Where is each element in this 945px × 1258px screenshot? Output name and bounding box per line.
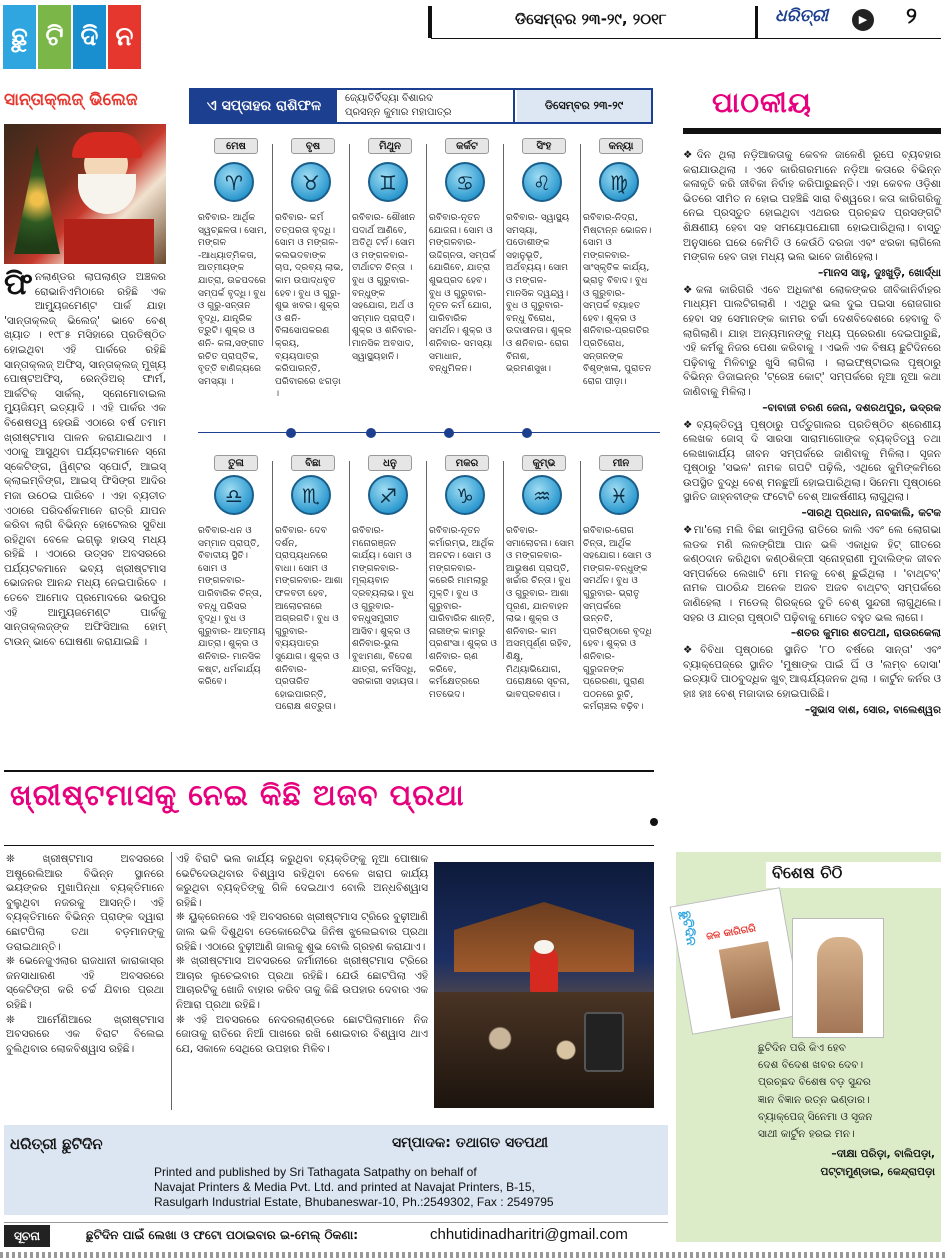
christmas-photo <box>434 862 654 1108</box>
zodiac-icon: ♐ <box>368 475 408 515</box>
custom-paragraph: ❊ ଖ୍ରୀଷ୍ଟମାସ ଅବସରରେ ଅଷ୍ଟ୍ରେଲିଆର ବିଭିନ୍ନ ସ୍ଥାନରେ ଭୟଙ୍କର ମୁଖାପିନ୍ଧା ବ୍ୟକ୍ତିମାନେ ବୁଲୁଥିବା ନଜରକୁ ଆସନ୍ତି। ଏହି ବ୍ୟକ୍ତିମାନେ ବିଭିନ୍ନ ପ୍ରାଙ୍କ ଦ୍ୱାରା ଛୋଟପିଲା ତଥା ବଡ଼ମାନଙ୍କୁ ଡରାଇଥାନ୍ତି। <box>6 853 164 953</box>
page-number: ୨ <box>906 4 917 29</box>
rashi-forecast: ରବିବାର- ଶୌଖୀନ ପଦାର୍ଥ ଆଣିବେ, ଅତିଥି ଟର୍ନ। ସୋମ ଓ ମଙ୍ଗଳବାର- ତୀର୍ଥାଟନ ଚିନ୍ତା । ବୁଧ ଓ ଗୁରୁବାର- ବନ୍ଧୁଙ୍କ ସହଯୋଗ, ଅର୍ଥ ଓ ସମ୍ମାନ ପ୍ରାପ୍ତି। ଶୁକ୍ର ଓ ଶନିବାର- ମାନସିକ ଅବସାଦ, ସ୍ୱାସ୍ଥ୍ୟହାନି। <box>352 212 417 362</box>
zodiac-icon: ♋ <box>445 162 485 202</box>
zodiac-icon: ♏ <box>291 475 331 515</box>
zodiac-icon: ♒ <box>522 475 562 515</box>
rashi-forecast: ରବିବାର- ମନୋରଞ୍ଜନ କାର୍ଯ୍ୟ। ସୋମ ଓ ମଙ୍ଗଳବାର- ମୂଲ୍ୟବାନ ଦ୍ରବ୍ୟଲାଭ। ବୁଧ ଓ ଗୁରୁବାର- ବନ୍ଧୁସମ୍ପ୍ରୀତ ଆସିବ। ଶୁକ୍ର ଓ ଶନିବାର-ଭୁଲ ବୁଝାମଣା, ବିଦେଶ ଯାତ୍ରା, କର୍ମସିଦ୍ଧି, ସରକାରୀ ସହାୟତା। <box>352 525 419 688</box>
reader-letter: ❖ବିବିଧା ପୃଷ୍ଠାରେ ସ୍ଥାନିତ '୮୦ ବର୍ଷରେ ସାନ୍ତା' ଏବଂ ବ୍ୟାକ୍‌ପେଜ୍‌ରେ ସ୍ଥାନିତ 'ମୁଷାଙ୍କ ପାଇଁ ଘିଁ ଓ 'ଲମ୍ବ ଦୋସା' ଇତ୍ୟାଦି ପାଠବୁଦ୍ଧିକ ଖୁବ୍ ଆଶ୍ଚର୍ଯ୍ୟଜନକ ଥିଲା । କାର୍ଟୁନ କର୍ନର ଓ ହାଃ ହାଃ ବେଶ୍ ମଜାଦାର ହୋଇପାରିଛି। <box>683 644 941 700</box>
notice-text: ଛୁଟିଦିନ ପାଇଁ ଲେଖା ଓ ଫଟୋ ପଠାଇବାର ଇ-ମେଲ୍ ଠିକଣା: <box>86 1228 358 1242</box>
column-divider <box>580 461 581 659</box>
custom-paragraph: ❊ ଖ୍ରୀଷ୍ଟମାସ ଅବସରରେ ଜର୍ମାନୀରେ ଖ୍ରୀଷ୍ଟମାସ ଟ୍ରିରେ ଆଚାର ଲୁଚେଇବାର ପ୍ରଥା ରହିଛି। ଯେଉଁ ଛୋଟପିଲା ଏହି ଆଚାରଟିକୁ ଖୋଜି ବାହାର କରିବ ତାକୁ କିଛି ଉପହାର ଦେବାର ଏକ ନିଆରା ପ୍ରଥା ରହିଛି। <box>176 955 428 1011</box>
christmas-col-1 <box>6 852 164 1056</box>
bottom-pattern <box>0 1252 945 1258</box>
pathakiya-heading: ପାଠକୀୟ <box>712 86 812 119</box>
issue-date: ଡିସେମ୍ବର ୨୩-୨୯, ୨୦୧୮ <box>515 10 667 28</box>
poem-line: ଛୁଟିଦିନ ପରି କିଏ ହେବ <box>758 1042 846 1054</box>
zodiac-icon: ♉ <box>291 162 331 202</box>
astrologer-label: ଜ୍ୟୋତିର୍ବିଦ୍ୟା ବିଶାରଦ <box>345 93 433 104</box>
column-divider <box>349 461 350 659</box>
notice-label: ସୂଚନା <box>4 1225 50 1247</box>
reader-letter: ❖ମା'ଲୋ ମଲି ବିଛା କାମୁଡିଲା ରାତିରେ କାଲି ଏବଂ ଲେ ଲୋଗଭା ଲଡକ ମଣି ଲଳଙ୍ଗିଆ ପାନ ଭଳି ଏକାଧିକ ହିଟ୍ ଗୀତରେ କଣ୍ଠଦାନ କରିଥିବା କଣ୍ଠଶିଳ୍ପୀ ସ୍ନୋହ୍ରାଣୀ ମୁଦାଲିଙ୍କ ଜୀବନ ସମ୍ପର୍କରେ ଲେଖାଟି ମୋ ମନକୁ ବେଶ୍ ଛୁଇଁଥିଲା । 'ବାଥ୍‌ଟବ୍' ନାମକ ପାଠରିନ୍ଦ ଅନେକ ଅଜବ ଅଜବ ବାଥ୍‌ଟବ୍ ସମ୍ପର୍କରେ ଜାଣିହେଲା । ମଡେଲ୍ ଗିରକ୍ରେ ଦୁତି ବେଶ୍ ସୁନ୍ଦରୀ ଲାଗୁଥିଲେ। ସହର ଓ ଯାତ୍ରା ପୃଷ୍ଠାଟି ପଢ଼ିବାକୁ ମୋତେ ବହୁତ ଭଲ ଲାଗେ। <box>683 524 941 624</box>
rashi-header <box>189 88 653 124</box>
christmas-heading: ଖ୍ରୀଷ୍ଟମାସକୁ ନେଇ କିଛି ଅଜବ ପ୍ରଥା <box>10 778 465 812</box>
reader-signature: –ସୁଭାସ ଦାଶ, ସୋର, ବାଲେଶ୍ୱର <box>804 703 941 716</box>
custom-paragraph: ❊ ଭେନେଜୁଏଲାର ରାଜଧାନୀ କାରାକାସ୍‌ର ଜନସାଧାରଣ ଏହି ଅବସରରେ ସ୍କେଟିଙ୍ଗ କରି ଚର୍ଚ୍ଚ ଯିବାର ପ୍ରଥା ରହିଛି। <box>6 955 164 1011</box>
footer-imprint-3: Rasulgarh Industrial Estate, Bhubaneswar-10, Ph.:2549302, Fax : 2549795 <box>154 1195 554 1209</box>
rashi-sign-label: ମିଥୁନ <box>368 138 412 154</box>
custom-paragraph: ❊ ଏହି ଅବସରରେ ନେଦରଲାଣ୍ଡରେ ଛୋଟପିଲାମାନେ ନିଜ ଜୋତାକୁ ରାତିରେ ନିଆଁ ପାଖରେ ରଖି ଶୋଇବାର ବିଶ୍ୱାସ ଥାଏ ଯେ, ସକାଳେ ସେଥିରେ ଉପହାର ମିଳିବ। <box>176 1013 428 1055</box>
divider-dot <box>522 428 532 438</box>
rashi-sign-label: ସିଂହ <box>522 138 566 154</box>
pathakiya-letters <box>683 148 941 720</box>
bishesh-heading: ବିଶେଷ ଚିଠି <box>772 863 843 882</box>
rashi-forecast: ରବିବାର- ସ୍ୱାସ୍ଥ୍ୟ ସମସ୍ୟା, ପଡୋଶୀଙ୍କ ସହାନୁଭୂତି, ଅର୍ଥବ୍ୟୟ। ସୋମ ଓ ମଙ୍ଗଳ- ମାନସିକ ଦ୍ୱନ୍ଦ୍ୱ। ବୁଧ ଓ ଗୁରୁବାର- ବନ୍ଧୁ ବିରୋଧ, ଉଦାସୀନତା। ଶୁକ୍ର ଓ ଶନିବାର- ରୋଗ ବିନାଶ, ଭ୍ରମଣସୁଖ। <box>506 212 572 375</box>
rashi-forecast: ରବିବାର- ଆର୍ଥିକ ସ୍ୱଚ୍ଛଳତା। ସୋମ, ମଙ୍ଗଳ -ଆଧ୍ୟାତ୍ମିକତା, ଆତ୍ମୀୟଙ୍କ ଯାତ୍ରା, ଉଚ୍ଚପଦରେ ସମ୍ପର୍କ ବୃଦ୍ଧି। ବୁଧ ଓ ଗୁରୁ-ସନ୍ତାନ ବୃଦ୍ଧି, ଯାନ୍ତ୍ରିକ ତ୍ରୁଟି। ଶୁକ୍ର ଓ ଶନି- କଳା,ସଙ୍ଗୀତ ରଚିତ ପ୍ରାପ୍ତିକ, ବୃତ୍ତି ବାଣିଜ୍ୟରେ ସମସ୍ୟା । <box>198 212 267 387</box>
divider-dot <box>444 428 454 438</box>
paper-logo: ଧରିତ୍ରୀ <box>775 6 829 26</box>
magazine-cover-2 <box>792 918 884 1038</box>
custom-paragraph: ଏହି ବିରାଟି ଭଲ କାର୍ଯ୍ୟ କରୁଥିବା ବ୍ୟକ୍ତିଙ୍କୁ ନୂଆ ପୋଷାକ ଭେଟିଦେଉଥିବାର ବିଶ୍ୱାସ ରହିଥିବା ବେଳେ ଖରାପ କାର୍ଯ୍ୟ କରୁଥିବା ବ୍ୟକ୍ତିଙ୍କୁ ଗିଳି ଦେଇଥାଏ ବୋଲି ଅନ୍ଧବିଶ୍ୱାସ ରହିଛି। <box>176 853 428 909</box>
footer-box <box>4 1125 668 1215</box>
column-divider <box>272 144 273 346</box>
reader-signature: –ଶତର କୁମାର ଶତପଥୀ, ରାଉରକେଲା <box>790 627 941 640</box>
rashi-sign-label: କୁମ୍ଭ <box>522 455 566 471</box>
christmas-rule <box>4 845 654 846</box>
header-rule <box>431 38 941 39</box>
magazine-title: ଛୁଟିଦିନ <box>677 909 699 948</box>
custom-paragraph: ❊ ଆର୍ମେଣିଆରେ ଖ୍ରୀଷ୍ଟମାସ ଅବସରରେ ଏକ ବିରାଟ ବିଲେଇ ବୁଲିଥିବାର ଲୋକବିଶ୍ୱାସ ରହିଛି। <box>6 1013 164 1055</box>
divider-dot <box>286 428 296 438</box>
christmas-heading-dot <box>650 818 658 826</box>
christmas-col-2 <box>176 852 428 1056</box>
reader-letter: ❖ଦିନ ଥିଲା ନଡ଼ିଆକତାକୁ କେବଳ ଜାଳେଣି ରୂପେ ବ୍ୟବହାର କରାଯାଉଥିଲା । ଏବେ କାରିଗରମାନେ ନଡ଼ିଆ କତାରେ ବିଭିନ୍ନ କଳାକୃତି କରି ଜୀବିକା ନିର୍ବାହ କରିପାରୁଛନ୍ତି। ଏହା କେବଳ ଓଡ଼ିଶା ଭିତରେ ସୀମିତ ନ ହୋଇ ପହଞ୍ଚିଛି ସାରା ବିଶ୍ୱରେ। କତା କାରିଗରିକୁ ନେଇ ପ୍ରସ୍ତୁତ ହୋଇଥିବା ଏଥରର ପ୍ରଚ୍ଛଦ ପ୍ରସଙ୍ଗଟି ଶିକ୍ଷଣୀୟ ହେବା ସହ ସମୟୋପଯୋଗୀ ହୋଇପାରିଥିଲା। ବାସ୍ତୁ ଅନୁସାରେ ଘରେ କେମିତି ଓ କେଉଁଠି ଦରଜା ଏବଂ ଝରକା ଲାଗିଲେ ମଙ୍ଗଳ ହେବ ତାହା ମଧ୍ୟ ଭଲ ଭାବେ ଜାଣିହେଲା। <box>683 149 941 264</box>
rashi-sign-label: କର୍କଟ <box>445 138 489 154</box>
column-divider <box>171 852 172 1110</box>
rashi-date: ଡିସେମ୍ବର ୨୩-୨୯ <box>517 90 651 122</box>
zodiac-icon: ♓ <box>599 475 639 515</box>
rashi-forecast: ରବିବାର-ନିଦ୍ରା, ମିଷ୍ଟାନ୍ନ ଭୋଜନ। ସୋମ ଓ ମଙ୍ଗଳବାର- ସାଂସ୍କୃତିକ କାର୍ଯ୍ୟ, ଭ୍ରାତୃ ବିବାଦ। ବୁଧ ଓ ଗୁରୁବାର- ସମ୍ପର୍କ ବ୍ୟାହତ ହେବ। ଶୁକ୍ର ଓ ଶନିବାର-ପ୍ରଗତିର ପ୍ରତିରୋଧ, ସନ୍ତାନଙ୍କ ବିଶୃଙ୍ଖଳା, ପୁରାତନ ରୋଗ ପୀଡ଼ା। <box>583 212 652 387</box>
astrologer-name: ପ୍ରସନ୍ନ କୁମାର ମହାପାତ୍ର <box>345 107 452 118</box>
poem-line: ପ୍ରଚ୍ଛଦ ବିଶେଷ ବଡ଼ ସୁନ୍ଦର <box>758 1076 871 1089</box>
rashi-sign-label: ମୀନ <box>599 455 643 471</box>
rashi-sign-label: ବିଛା <box>291 455 335 471</box>
rashi-forecast: ରବିବାର-ଧନ ଓ ସମ୍ମାନ ପ୍ରାପ୍ତି, ବିବାଦୀୟ ସ୍ଥିତି। ସୋମ ଓ ମଙ୍ଗଳବାର- ପାରିବାରିକ ଚିନ୍ତା, ବନ୍ଧୁ ପରିସର ବୃଦ୍ଧି। ବୁଧ ଓ ଗୁରୁବାର- ଆତ୍ମୀୟ ଯାତ୍ରା। ଶୁକ୍ର ଓ ଶନିବାର- ମାନସିକ କଷ୍ଟ, ଧର୍ମକାର୍ଯ୍ୟ କରିବେ। <box>198 525 266 688</box>
zodiac-icon: ♍ <box>599 162 639 202</box>
footer-paper-name: ଧରିତ୍ରୀ ଛୁଟିଦିନ <box>10 1135 103 1153</box>
column-divider <box>503 461 504 659</box>
column-divider <box>349 144 350 346</box>
zodiac-icon: ♎ <box>214 475 254 515</box>
column-divider <box>580 144 581 346</box>
magazine-sub: ଜଳ କାରିଗରି <box>705 923 757 943</box>
footer-editor: ସମ୍ପାଦକ: ତଥାଗତ ସତପଥୀ <box>392 1135 549 1151</box>
rashi-forecast: ରବିବାର- ସମାଲୋଚନା। ସୋମ ଓ ମଙ୍ଗଳବାର- ଆଭୁଷଣ ପ୍ରାପ୍ତି, ଖର୍ଚ୍ଚାର ଚିନ୍ତା। ବୁଧ ଓ ଗୁରୁବାର- ଆଶା ପୂରଣ, ଯାନବାହନ ଲାଭ। ଶୁକ୍ର ଓ ଶନିବାର- କାମ ଅସମ୍ପୂର୍ଣ୍ଣ ରହିବ, ଶିକ୍ଷୁ, ମିଥ୍ୟାଭିଯୋଗ, ପରୋକ୍ଷରେ ସୂଚନା, ଭାବପ୍ରବଣତା। <box>506 525 575 700</box>
footer-imprint-2: Navajat Printers & Media Pvt. Ltd. and printed at Navajat Printers, B-15, <box>154 1180 535 1194</box>
rashi-sign-label: ତୁଳା <box>214 455 258 471</box>
bishesh-box <box>676 852 941 1242</box>
masthead-letter: ଟି <box>38 5 71 69</box>
bishesh-sign-1: –ଦୀକ୍ଷା ପରିଡ଼ା, ବାଲିପଡ଼ା, <box>831 1148 935 1160</box>
santa-body: ନଲାଣ୍ଡର ଲାପଲାଣ୍ଡ ଅଞ୍ଚଳର ରୋଭାନିଏମିଠାରେ ରହିଛି ଏକ ଆମ୍ୟୁଜମେଣ୍ଟ ପାର୍କ ଯାହା 'ସାନ୍ତାକ୍ଲଜ୍ ଭିଲେଜ୍' ଭାବେ ବେଶ୍ ଖ୍ୟାତ । ୧୯୮୫ ମସିହାରେ ପ୍ରତିଷ୍ଠିତ ହୋଇଥିବା ଏହି ପାର୍କରେ ରହିଛି ସାନ୍ତାକ୍ଲଜ୍ ଅଫିସ୍, ସାନ୍ତାକ୍ଲଜ୍ ମୁଖ୍ୟ ପୋଷ୍ଟଅଫିସ୍, ରେନ୍‌ଡିଅର୍ ଫାର୍ମ, ଆର୍କଟିକ୍ ସାର୍କଲ୍, ସ୍ନୋମୋବାଇଲ ମ୍ୟୁଜିୟମ୍ ଇତ୍ୟାଦି । ଏହି ପାର୍କର ଏକ ବିଶେଷତ୍ୱ ହେଉଛି ଏଠାରେ ବର୍ଷ ତମାମ ଖ୍ରୀଷ୍ଟମାସ ପାଳନ କରାଯାଇଥାଏ । ଏଠାକୁ ଆସୁଥିବା ପର୍ଯ୍ୟଟକମାନେ ସ୍ନୋ ସ୍କେଟିଙ୍ଗ, ୱିଣ୍ଟର ସ୍ପୋର୍ଟ, ଆଇସ୍ କ୍ଲାଇମ୍ବିଙ୍ଗ, ଆଇସ୍ ଫିସିଙ୍ଗ ଆଦିର ମଜା ଉଠେଇ ପାରିବେ । ଏହା ବ୍ୟତୀତ ଏଠାରେ ପରିଦର୍ଶକମାନେ ରାତ୍ରି ଯାପନ କରିବା ଲାଗି ବିଭିନ୍ନ ହୋଟେଲର ସୁବିଧା ରହିଥିବା ବେଳେ ଇଗ୍ଲୁ ହାଉସ୍ ମଧ୍ୟ ରହିଛି । ଏଠାରେ ଉତ୍ସବ ଅବସରରେ ପର୍ଯ୍ୟଟକମାନେ ଭବ୍ୟ ଖ୍ରୀଷ୍ଟମାସ ଭୋଜନର ଆନନ୍ଦ ମଧ୍ୟ ନେଇପାରିବେ । ତେବେ ଆମୋଦ ପ୍ରମୋଦରେ ଭରପୁର ଏହି ଆମ୍ୟୁଜମେଣ୍ଟ ପାର୍କକୁ ସାନ୍ତାକ୍ଲଜ୍‌ଙ୍କ ଅଫିସିଆଲ ହୋମ୍ ଟାଉନ୍ ଭାବେ ଘୋଷଣା କରାଯାଇଛି । <box>4 271 166 648</box>
custom-paragraph: ❊ ୟୁକ୍ରେନରେ ଏହି ଅବସରରେ ଖ୍ରୀଷ୍ଟମାସ ଟ୍ରିରେ ବୁଢ଼ୀଆଣି ଜାଲ ଭଳି ଦିଶୁଥିବା ଡେକୋରେଟିଭ ଜିନିଷ ଝୁଲେଇବାର ପ୍ରଥା ରହିଛି। ଏଠାରେ ବୁଢ଼ୀଆଣି ଜାଲକୁ ଶୁଭ ବୋଲି ଗ୍ରହଣ କରାଯାଏ। <box>176 911 428 953</box>
rashi-sign-label: କନ୍ୟା <box>599 138 643 154</box>
christmas-heading-frame <box>4 770 654 772</box>
column-divider <box>426 144 427 346</box>
zodiac-icon: ♊ <box>368 162 408 202</box>
bishesh-sign-2: ପଟ୍ଟାମୁଣ୍ଡାଇ, କେନ୍ଦ୍ରାପଡ଼ା <box>820 1166 935 1178</box>
poem-line: ଦେଶ ବିଦେଶ ଖବର ଦେବ। <box>758 1059 864 1072</box>
zodiac-icon: ♌ <box>522 162 562 202</box>
rashi-sign-label: ବୃଷ <box>291 138 335 154</box>
column-divider <box>272 461 273 659</box>
column-divider <box>503 144 504 346</box>
rashi-sign-label: ଧନୁ <box>368 455 412 471</box>
reader-signature: –ସାରଥି ପ୍ରଧାନ, ନାବକାଲି, କଟକ <box>801 507 941 520</box>
poem-line: ସାଥୀ କାର୍ଟୁନ ହରଇ ମନ। <box>758 1128 855 1141</box>
header-divider <box>428 6 432 38</box>
rashi-forecast: ରବିବାର-ନୂତନ ଯୋଜନା। ସୋମ ଓ ମଙ୍ଗଳବାର- ଉଦ୍ଦିଗ୍ନତା, ସମ୍ପର୍କ ଯୋଗିବେ, ଯାତ୍ରା ଶୁଭପ୍ରଦ ହେବ। ବୁଧ ଓ ଗୁରୁବାର- ନୂତନ କର୍ମ ଯୋଗ, ପାରିବାରିକ ସମର୍ଥନ। ଶୁକ୍ର ଓ ଶନିବାର- ସମସ୍ୟା ସମାଧାନ, ବନ୍ଧୁମିଳନ। <box>429 212 496 375</box>
masthead-letter: ଦି <box>73 5 106 69</box>
play-icon: ▶ <box>852 9 874 31</box>
rashi-forecast: ରବିବାର- ଦେବ ଦର୍ଶନ, ପ୍ରାପ୍ୟଧନରେ ବାଧା। ସୋମ ଓ ମଙ୍ଗଳବାର- ଆଶା ଫଳବତୀ ହେବ, ଆଲୋଚନାରେ ଅଗ୍ରଗତି। ବୁଧ ଓ ଗୁରୁବାର- ବ୍ୟୟପାତ୍ର ସୁଯୋଗ। ଶୁକ୍ର ଓ ଶନିବାର- ପ୍ରତାରିତ ହୋଇପାରନ୍ତି, ପରୋକ୍ଷ ଶତ୍ରୁତା। <box>275 525 343 713</box>
notice-bar <box>4 1222 668 1248</box>
divider-dot <box>366 428 376 438</box>
rashi-sign-label: ମେଷ <box>214 138 258 154</box>
header-divider <box>755 6 758 38</box>
rashi-forecast: ରବିବାର- କର୍ମ ତତ୍ପରତା ବୃଦ୍ଧି। ସୋମ ଓ ମଙ୍ଗଳ- କଲଭଦବାଙ୍କ ଚାପ, ଦ୍ରବ୍ୟ ଲାଭ, କାମ ଉପାଦ୍ଧବୃତ ହେବ। ବୁଧ ଓ ଗୁରୁ-ଶୁଭ ଖବର। ଶୁକ୍ର ଓ ଶନି- ବିଳାସୋପକରଣ କ୍ରୟ, ବ୍ୟୟପାତ୍ର କରିପାରନ୍ତି, ପରିବାରରେ ଝଗଡ଼ା । <box>275 212 344 400</box>
santa-photo <box>4 124 166 264</box>
poem-line: ଜ୍ଞାନ ବିଜ୍ଞାନ ରତ୍ନ ଭଣ୍ଡାର। <box>758 1093 870 1106</box>
reader-letter: ❖ବ୍ୟକ୍ତିତ୍ୱ ପୃଷ୍ଠାରୁ ପର୍ତ୍ତୁଗାଲର ପ୍ରତିଷ୍ଠିତ ଶ୍ରେଣୀୟ ଲେଖକ ଜୋସ୍ ଦି ସାରସା ସାରାମାଗୋଙ୍କ ବ୍ୟକ୍ତିତ୍ୱ ତଥା ଲେଖାକାର୍ଯ୍ୟ ଜୀବନ ସମ୍ପର୍କରେ ଜାଣିବାକୁ ମିଳିଲା। ସୃଜନ ପୃଷ୍ଠାରୁ 'ସଭଳ' ନାମକ ଗପଟି ପଢ଼ିଲି, ଏଥିରେ କୁମିଙ୍କମିରେ ଉପସ୍ଥିତ ବୁଦ୍ଧି ବେଶ୍ ମନଛୁଆଁ ହୋଇପାରିଥିଲା। ସିନେମା ପୃଷ୍ଠାରେ ସ୍ଥାନିତ ଜାହ୍ନବୀଙ୍କ ଫଟୋଟି ବେଶ୍ ଆକର୍ଷଣୀୟ ଲାଗୁଥିଲା। <box>683 418 941 504</box>
column-divider <box>426 461 427 659</box>
rashi-divider-dots <box>198 432 660 442</box>
reader-letter: ❖କଳା କାରିଗରି ଏବେ ଅଧିକାଂଶ ଲୋକଙ୍କର ଜୀବିକାନିର୍ବାହର ମାଧ୍ୟମ ପାଲଟିଗଲାଣି । ଏଥିରୁ ଭଲ ଦୁଇ ପଇସା ରୋଜଗାର ହେବା ସହ ସେମାନଙ୍କ କାମର ଚର୍ଚ୍ଚା ଦେଶବିଦେଶରେ ହେବାକୁ ବି ଲାଗିଲାଣି। ଯାହା ଅନ୍ୟମାନଙ୍କୁ ମଧ୍ୟ ପ୍ରେରଣା ଦେଇପାରୁଛି, ଏହି କର୍ମକୁ ନିଜର ପେଶା କରିବାକୁ । ଏଭଳି ଏକ ବିଷୟ ଛୁଟିଦିନରେ ପଢ଼ିବାକୁ ମିଳିବାରୁ ଖୁସି ଲାଗିଲା । ଲାଇଫ୍‌ଷ୍ଟାଇଲ ପୃଷ୍ଠାରୁ ବିଭିନ୍ନ ଡିଜାଇନ୍‌ର 'ଟ୍ରେଞ୍ଚ କୋଟ୍' ସମ୍ପର୍କରେ ନୂଆ ନୂଆ କଥା ଜାଣିବାକୁ ମିଳିଲା। <box>683 283 941 398</box>
rashi-forecast: ରବିବାର-ରୋଗ ଚିନ୍ତା, ଆର୍ଥିକ ସହଯୋଗ। ସୋମ ଓ ମଙ୍ଗଳ-ବନ୍ଧୁଙ୍କ ସମର୍ଥନ। ବୁଧ ଓ ଗୁରୁବାର- ଭ୍ରାତୃ ସମ୍ପର୍କରେ ଉନ୍ନତି, ପ୍ରତିଷ୍ଠାରେ ବୃଦ୍ଧି ହେବ। ଶୁକ୍ର ଓ ଶନିବାର- ଗୁରୁଜନଙ୍କ ପ୍ରେରଣା, ପୁରାଣ ପଠନରେ ରୁଚି, କର୍ମଚାଞ୍ଚଲ ବଢ଼ିବ। <box>583 525 652 713</box>
footer-imprint-1: Printed and published by Sri Tathagata Satpathy on behalf of <box>154 1165 477 1179</box>
zodiac-icon: ♑ <box>445 475 485 515</box>
notice-email[interactable]: chhutidinadharitri@gmail.com <box>430 1226 628 1243</box>
rashi-forecast: ରବିବାର-ନୂତନ କର୍ମାରମ୍ଭ, ଆର୍ଥିକ ଅନଟନ। ସୋମ ଓ ମଙ୍ଗଳବାର- କରେରି ମାମଲାରୁ ମୁକ୍ତି। ବୁଧ ଓ ଗୁରୁବାର- ପାରିବାରିକ ଶାନ୍ତି, ନାରୀଙ୍କ କାମରୁ ପ୍ରଶଂସା। ଶୁକ୍ର ଓ ଶନିବାର- ଋଣ କରିବେ, କର୍ମକ୍ଷେତ୍ରରେ ମତଭେଦ। <box>429 525 498 700</box>
pathakiya-rule <box>683 128 941 134</box>
santa-heading: ସାନ୍ତାକ୍ଲଜ୍ ଭିଲେଜ <box>4 90 138 110</box>
masthead-letter: ଛୁ <box>3 5 36 69</box>
reader-signature: –ମାନସ ସାହୁ, ଦୁଃଖୁଡ଼ି, ଖୋର୍ଦ୍ଧା <box>817 266 941 279</box>
zodiac-icon: ♈ <box>214 162 254 202</box>
masthead-letter: ନ <box>108 5 141 69</box>
santa-dropcap: ଫି <box>4 267 33 302</box>
reader-signature: –ବାବାଜୀ ଚରଣ ଜେନା, ଦଶରଥପୁର, ଭଦ୍ରକ <box>762 401 941 414</box>
bishesh-poem <box>758 1040 938 1143</box>
magazine-cover <box>670 887 803 1034</box>
rashi-sign-label: ମକର <box>445 455 489 471</box>
poem-line: ବ୍ୟାକ୍‌ପେଜ୍ ସିନେମା ଓ ସୃଜନ <box>758 1110 873 1123</box>
santa-article <box>4 267 166 649</box>
masthead-logo <box>3 5 143 69</box>
rashi-title: ଏ ସପ୍ତାହର ରାଶିଫଳ <box>191 90 337 122</box>
